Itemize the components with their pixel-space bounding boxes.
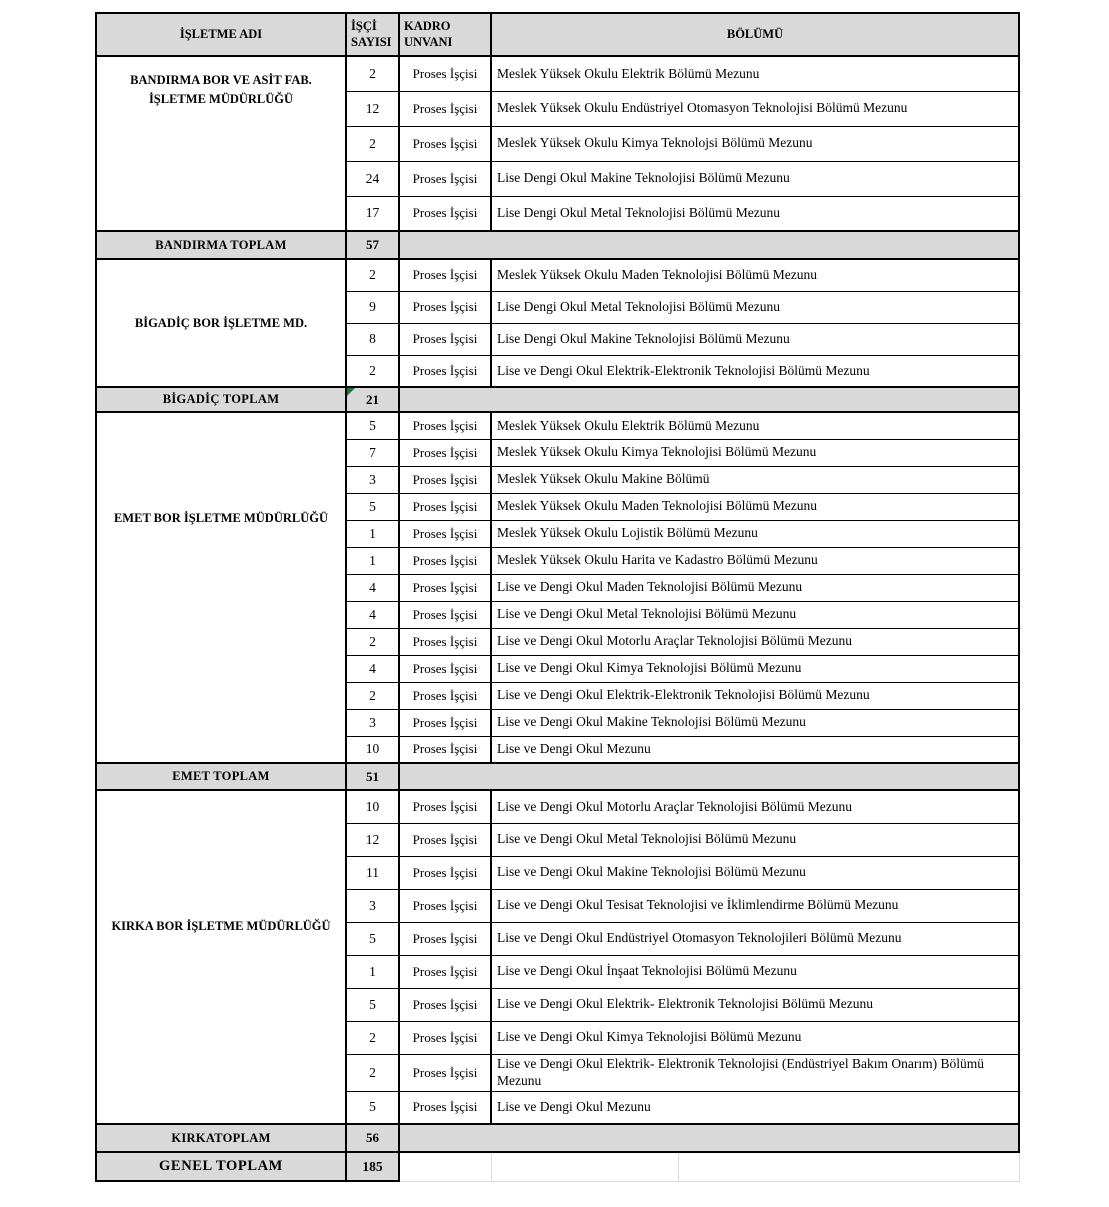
count-cell[interactable]: 17 [346,196,399,231]
count-cell[interactable]: 5 [346,922,399,955]
dept-cell[interactable]: Lise ve Dengi Okul Elektrik-Elektronik Teknolojisi Bölümü Mezunu [491,682,1019,709]
dept-cell[interactable]: Lise ve Dengi Okul İnşaat Teknolojisi Bölümü Mezunu [491,955,1019,988]
count-cell[interactable]: 10 [346,790,399,823]
grand-total-count[interactable]: 185 [346,1152,399,1181]
count-cell[interactable]: 1 [346,547,399,574]
kadro-cell[interactable]: Proses İşçisi [399,823,491,856]
count-cell[interactable]: 3 [346,466,399,493]
dept-cell[interactable]: Lise ve Dengi Okul Maden Teknolojisi Bölümü Mezunu [491,574,1019,601]
dept-cell[interactable]: Lise ve Dengi Okul Motorlu Araçlar Teknolojisi Bölümü Mezunu [491,790,1019,823]
kadro-cell[interactable]: Proses İşçisi [399,291,491,323]
kadro-cell[interactable]: Proses İşçisi [399,736,491,763]
header-bolumu[interactable]: BÖLÜMÜ [491,13,1019,56]
dept-cell[interactable]: Lise ve Dengi Okul Mezunu [491,736,1019,763]
table-row [96,790,1019,823]
total-blank-cell[interactable] [399,387,1019,412]
dept-cell[interactable]: Meslek Yüksek Okulu Kimya Teknolojsi Bölümü Mezunu [491,126,1019,161]
count-cell[interactable]: 1 [346,955,399,988]
count-cell[interactable]: 5 [346,493,399,520]
total-blank-cell[interactable] [399,1124,1019,1152]
empty-cell[interactable] [678,1152,1019,1181]
total-count[interactable]: 57 [346,231,399,259]
company-cell-kirka[interactable]: KIRKA BOR İŞLETME MÜDÜRLÜĞÜ [96,790,346,1124]
count-cell[interactable]: 10 [346,736,399,763]
dept-cell[interactable]: Meslek Yüksek Okulu Elektrik Bölümü Mezunu [491,412,1019,439]
dept-cell[interactable]: Lise ve Dengi Okul Tesisat Teknolojisi ve İklimlendirme Bölümü Mezunu [491,889,1019,922]
kadro-cell[interactable]: Proses İşçisi [399,520,491,547]
count-cell[interactable]: 4 [346,601,399,628]
dept-cell[interactable]: Lise Dengi Okul Metal Teknolojisi Bölümü Mezunu [491,196,1019,231]
count-cell[interactable]: 24 [346,161,399,196]
kadro-cell[interactable]: Proses İşçisi [399,856,491,889]
kadro-cell[interactable]: Proses İşçisi [399,988,491,1021]
kadro-cell[interactable]: Proses İşçisi [399,601,491,628]
count-cell[interactable]: 3 [346,889,399,922]
table-row [96,259,1019,291]
total-row-bigadic [96,387,1019,412]
total-row-emet [96,763,1019,790]
total-blank-cell[interactable] [399,231,1019,259]
personnel-table [95,12,1020,1182]
kadro-cell[interactable]: Proses İşçisi [399,161,491,196]
dept-cell[interactable]: Lise ve Dengi Okul Motorlu Araçlar Teknolojisi Bölümü Mezunu [491,628,1019,655]
count-cell[interactable]: 11 [346,856,399,889]
count-cell[interactable]: 2 [346,1054,399,1091]
dept-cell[interactable]: Lise ve Dengi Okul Metal Teknolojisi Bölümü Mezunu [491,601,1019,628]
count-cell[interactable]: 3 [346,709,399,736]
kadro-cell[interactable]: Proses İşçisi [399,628,491,655]
kadro-cell[interactable]: Proses İşçisi [399,439,491,466]
dept-cell[interactable]: Meslek Yüksek Okulu Elektrik Bölümü Mezunu [491,56,1019,91]
total-count[interactable]: 51 [346,763,399,790]
count-cell[interactable]: 2 [346,56,399,91]
header-row [96,13,1019,56]
count-cell[interactable]: 1 [346,520,399,547]
empty-cell[interactable] [399,1152,491,1181]
kadro-cell[interactable]: Proses İşçisi [399,323,491,355]
dept-cell[interactable]: Lise ve Dengi Okul Kimya Teknolojisi Bölümü Mezunu [491,1021,1019,1054]
kadro-cell[interactable]: Proses İşçisi [399,922,491,955]
count-cell[interactable]: 2 [346,1021,399,1054]
kadro-cell[interactable]: Proses İşçisi [399,655,491,682]
kadro-cell[interactable]: Proses İşçisi [399,493,491,520]
company-cell-bandirma[interactable]: BANDIRMA BOR VE ASİT FAB. İŞLETME MÜDÜRLÜĞÜ [96,56,346,231]
dept-cell[interactable]: Meslek Yüksek Okulu Maden Teknolojisi Bölümü Mezunu [491,259,1019,291]
table-row [96,412,1019,439]
company-cell-emet[interactable]: EMET BOR İŞLETME MÜDÜRLÜĞÜ [96,412,346,763]
header-kadro-unvani[interactable]: KADRO UNVANI [399,13,491,56]
cell-error-flag-icon[interactable] [347,388,355,396]
dept-cell[interactable]: Lise ve Dengi Okul Endüstriyel Otomasyon Teknolojileri Bölümü Mezunu [491,922,1019,955]
dept-cell[interactable]: Lise Dengi Okul Metal Teknolojisi Bölümü Mezunu [491,291,1019,323]
dept-cell[interactable]: Lise ve Dengi Okul Makine Teknolojisi Bölümü Mezunu [491,709,1019,736]
total-count[interactable]: 21 [346,387,399,412]
kadro-cell[interactable]: Proses İşçisi [399,889,491,922]
dept-cell[interactable]: Lise ve Dengi Okul Mezunu [491,1091,1019,1124]
dept-cell[interactable]: Lise ve Dengi Okul Kimya Teknolojisi Bölümü Mezunu [491,655,1019,682]
count-cell[interactable]: 2 [346,259,399,291]
dept-cell[interactable]: Lise ve Dengi Okul Metal Teknolojisi Bölümü Mezunu [491,823,1019,856]
worksheet-table-area [95,12,1020,1182]
total-label[interactable]: BİGADİÇ TOPLAM [96,387,346,412]
kadro-cell[interactable]: Proses İşçisi [399,91,491,126]
dept-cell[interactable]: Lise Dengi Okul Makine Teknolojisi Bölümü Mezunu [491,161,1019,196]
header-isci-sayisi[interactable]: İŞÇİ SAYISI [346,13,399,56]
count-cell[interactable]: 2 [346,628,399,655]
count-cell[interactable]: 4 [346,574,399,601]
count-cell[interactable]: 8 [346,323,399,355]
count-cell[interactable]: 4 [346,655,399,682]
dept-cell[interactable]: Lise ve Dengi Okul Elektrik- Elektronik Teknolojisi Bölümü Mezunu [491,988,1019,1021]
kadro-cell[interactable]: Proses İşçisi [399,466,491,493]
kadro-cell[interactable]: Proses İşçisi [399,1091,491,1124]
kadro-cell[interactable]: Proses İşçisi [399,196,491,231]
kadro-cell[interactable]: Proses İşçisi [399,56,491,91]
count-cell[interactable]: 7 [346,439,399,466]
header-isletme-adi[interactable]: İŞLETME ADI [96,13,346,56]
dept-cell[interactable]: Meslek Yüksek Okulu Harita ve Kadastro Bölümü Mezunu [491,547,1019,574]
dept-cell[interactable]: Lise ve Dengi Okul Elektrik- Elektronik Teknolojisi (Endüstriyel Bakım Onarım) Bölümü Mezunu [491,1054,1019,1091]
kadro-cell[interactable]: Proses İşçisi [399,1021,491,1054]
empty-cell[interactable] [491,1152,678,1181]
dept-cell[interactable]: Lise ve Dengi Okul Elektrik-Elektronik Teknolojisi Bölümü Mezunu [491,355,1019,387]
kadro-cell[interactable]: Proses İşçisi [399,259,491,291]
company-cell-bigadic[interactable]: BİGADİÇ BOR İŞLETME MD. [96,259,346,387]
dept-cell[interactable]: Meslek Yüksek Okulu Lojistik Bölümü Mezunu [491,520,1019,547]
dept-cell[interactable]: Meslek Yüksek Okulu Makine Bölümü [491,466,1019,493]
dept-cell[interactable]: Lise ve Dengi Okul Makine Teknolojisi Bölümü Mezunu [491,856,1019,889]
total-row-bandirma [96,231,1019,259]
count-cell[interactable]: 12 [346,823,399,856]
count-cell[interactable]: 5 [346,1091,399,1124]
count-cell[interactable]: 5 [346,412,399,439]
kadro-cell[interactable]: Proses İşçisi [399,574,491,601]
count-cell[interactable]: 2 [346,355,399,387]
kadro-cell[interactable]: Proses İşçisi [399,709,491,736]
dept-cell[interactable]: Meslek Yüksek Okulu Kimya Teknolojisi Bölümü Mezunu [491,439,1019,466]
total-label[interactable]: BANDIRMA TOPLAM [96,231,346,259]
kadro-cell[interactable]: Proses İşçisi [399,355,491,387]
kadro-cell[interactable]: Proses İşçisi [399,955,491,988]
grand-total-row [96,1152,1019,1181]
kadro-cell[interactable]: Proses İşçisi [399,790,491,823]
count-cell[interactable]: 2 [346,682,399,709]
total-count[interactable]: 56 [346,1124,399,1152]
dept-cell[interactable]: Meslek Yüksek Okulu Maden Teknolojisi Bölümü Mezunu [491,493,1019,520]
count-cell[interactable]: 2 [346,126,399,161]
kadro-cell[interactable]: Proses İşçisi [399,412,491,439]
total-label[interactable]: EMET TOPLAM [96,763,346,790]
total-row-kirka [96,1124,1019,1152]
dept-cell[interactable]: Meslek Yüksek Okulu Endüstriyel Otomasyon Teknolojisi Bölümü Mezunu [491,91,1019,126]
kadro-cell[interactable]: Proses İşçisi [399,1054,491,1091]
count-cell[interactable]: 5 [346,988,399,1021]
kadro-cell[interactable]: Proses İşçisi [399,126,491,161]
grand-total-label[interactable]: GENEL TOPLAM [96,1152,346,1181]
kadro-cell[interactable]: Proses İşçisi [399,547,491,574]
total-blank-cell[interactable] [399,763,1019,790]
table-row [96,56,1019,91]
count-cell[interactable]: 12 [346,91,399,126]
total-label[interactable]: KIRKATOPLAM [96,1124,346,1152]
dept-cell[interactable]: Lise Dengi Okul Makine Teknolojisi Bölümü Mezunu [491,323,1019,355]
count-cell[interactable]: 9 [346,291,399,323]
kadro-cell[interactable]: Proses İşçisi [399,682,491,709]
